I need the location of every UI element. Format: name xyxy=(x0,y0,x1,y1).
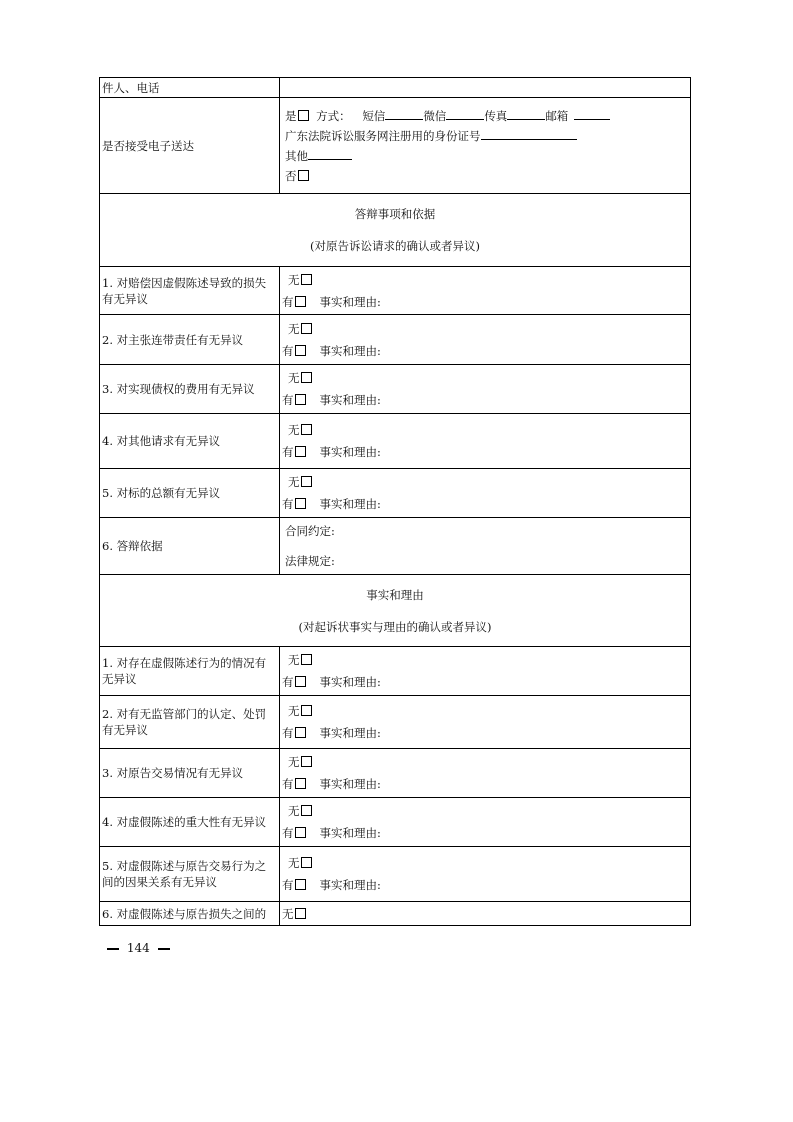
defense-item-options xyxy=(280,469,691,518)
no-checkbox[interactable] xyxy=(301,756,312,767)
fact-item-row xyxy=(100,798,691,847)
fact-items xyxy=(100,647,691,902)
other-label: 其他 xyxy=(285,148,308,163)
defense-form xyxy=(99,77,691,923)
other-field[interactable] xyxy=(308,148,352,160)
yes-label: 有 xyxy=(282,343,294,358)
no-option xyxy=(282,321,688,337)
reason-label[interactable]: 事实和理由: xyxy=(319,826,381,840)
email-label: 邮箱 xyxy=(545,108,569,123)
no-checkbox[interactable] xyxy=(301,424,312,435)
yes-checkbox[interactable] xyxy=(295,778,306,789)
no-option xyxy=(282,855,688,871)
contact-label: 件人、电话 xyxy=(100,78,280,98)
yes-option xyxy=(282,674,688,690)
yes-option xyxy=(282,392,688,408)
yes-option xyxy=(282,444,688,460)
e-service-no-label: 否 xyxy=(285,168,297,183)
reason-label[interactable]: 事实和理由: xyxy=(319,777,381,791)
yes-checkbox[interactable] xyxy=(295,498,306,509)
yes-checkbox[interactable] xyxy=(295,727,306,738)
fact-item-options xyxy=(280,847,691,902)
defense-item-options xyxy=(280,365,691,414)
yes-option xyxy=(282,725,688,741)
court-id-line xyxy=(285,128,688,144)
email-field[interactable] xyxy=(574,108,610,120)
fact-item-options xyxy=(280,696,691,749)
court-id-field[interactable] xyxy=(481,128,577,140)
no-label: 无 xyxy=(288,321,300,336)
yes-label: 有 xyxy=(282,878,294,892)
reason-label[interactable]: 事实和理由: xyxy=(319,393,381,407)
other-line xyxy=(285,148,688,164)
no-option xyxy=(282,803,688,819)
fax-field[interactable] xyxy=(507,108,545,120)
e-service-method-label: 方式： xyxy=(316,108,351,123)
last-item-no-label: 无 xyxy=(282,906,294,921)
fact-item-label: 2. 对有无监管部门的认定、处罚有无异议 xyxy=(100,696,280,749)
defense-item-options xyxy=(280,414,691,469)
no-option xyxy=(282,422,688,438)
section-facts-row xyxy=(100,575,691,647)
defense-item-label: 4. 对其他请求有无异议 xyxy=(100,414,280,469)
e-service-label: 是否接受电子送达 xyxy=(100,98,280,194)
defense-item-row xyxy=(100,469,691,518)
yes-checkbox[interactable] xyxy=(295,676,306,687)
yes-checkbox[interactable] xyxy=(295,879,306,890)
no-checkbox[interactable] xyxy=(301,323,312,334)
yes-checkbox[interactable] xyxy=(295,446,306,457)
no-option xyxy=(282,703,688,719)
page-number-footer xyxy=(107,941,170,955)
e-service-no-checkbox[interactable] xyxy=(298,170,309,181)
yes-label: 有 xyxy=(282,445,294,459)
reason-label[interactable]: 事实和理由: xyxy=(319,675,381,689)
fact-item-row xyxy=(100,696,691,749)
yes-label: 有 xyxy=(282,777,294,791)
yes-checkbox[interactable] xyxy=(295,394,306,405)
yes-label: 有 xyxy=(282,675,294,689)
fact-item-label: 5. 对虚假陈述与原告交易行为之间的因果关系有无异议 xyxy=(100,847,280,902)
defense-item-row xyxy=(100,267,691,315)
last-item-options xyxy=(280,902,691,926)
yes-label: 有 xyxy=(282,294,294,309)
no-checkbox[interactable] xyxy=(301,372,312,383)
no-option xyxy=(282,652,688,668)
yes-checkbox[interactable] xyxy=(295,827,306,838)
no-checkbox[interactable] xyxy=(301,805,312,816)
no-option xyxy=(282,474,688,490)
defense-item-row xyxy=(100,414,691,469)
no-checkbox[interactable] xyxy=(301,857,312,868)
section-defense-subtitle: (对原告诉讼请求的确认或者异议) xyxy=(310,239,480,253)
section-facts-title: 事实和理由 xyxy=(366,587,424,602)
no-checkbox[interactable] xyxy=(301,274,312,285)
yes-label: 有 xyxy=(282,497,294,511)
e-service-row xyxy=(100,98,691,194)
no-label: 无 xyxy=(288,475,300,489)
fact-item-label: 3. 对原告交易情况有无异议 xyxy=(100,749,280,798)
defense-item-label: 2. 对主张连带责任有无异议 xyxy=(100,315,280,365)
no-checkbox[interactable] xyxy=(301,705,312,716)
contact-row xyxy=(100,78,691,98)
last-item-label: 6. 对虚假陈述与原告损失之间的 xyxy=(100,902,280,926)
no-label: 无 xyxy=(288,371,300,385)
section-defense-title: 答辩事项和依据 xyxy=(354,207,436,221)
reason-label[interactable]: 事实和理由: xyxy=(319,294,381,309)
defense-basis-label: 6. 答辩依据 xyxy=(100,518,280,575)
e-service-options xyxy=(280,98,691,194)
yes-option xyxy=(282,825,688,841)
yes-option xyxy=(282,877,688,893)
no-option xyxy=(282,272,688,288)
yes-option xyxy=(282,343,688,359)
fax-label: 传真 xyxy=(484,108,508,123)
yes-label: 有 xyxy=(282,393,294,407)
defense-basis-row xyxy=(100,518,691,575)
fact-item-label: 4. 对虚假陈述的重大性有无异议 xyxy=(100,798,280,847)
defense-item-options xyxy=(280,315,691,365)
no-checkbox[interactable] xyxy=(301,654,312,665)
no-option xyxy=(282,370,688,386)
yes-label: 有 xyxy=(282,826,294,840)
contract-basis[interactable]: 合同约定: xyxy=(285,524,335,538)
fact-item-row xyxy=(100,647,691,696)
defense-basis-content xyxy=(280,518,691,575)
contact-value[interactable] xyxy=(280,78,691,98)
defense-item-row xyxy=(100,315,691,365)
no-label: 无 xyxy=(288,704,300,718)
defense-item-label: 5. 对标的总额有无异议 xyxy=(100,469,280,518)
defense-item-label: 1. 对赔偿因虚假陈述导致的损失有无异议 xyxy=(100,267,280,315)
last-item-row xyxy=(100,902,691,926)
fact-item-row xyxy=(100,847,691,902)
no-label: 无 xyxy=(288,804,300,818)
yes-checkbox[interactable] xyxy=(295,296,306,307)
e-service-yes-checkbox[interactable] xyxy=(298,110,309,121)
section-defense-row xyxy=(100,194,691,267)
reason-label[interactable]: 事实和理由: xyxy=(319,878,381,892)
fact-item-options xyxy=(280,749,691,798)
defense-items xyxy=(100,267,691,518)
fact-item-options xyxy=(280,798,691,847)
defense-form-table xyxy=(99,77,691,926)
yes-label: 有 xyxy=(282,726,294,740)
no-label: 无 xyxy=(288,856,300,870)
no-label: 无 xyxy=(288,423,300,437)
yes-option xyxy=(282,496,688,512)
dash-right-icon xyxy=(158,948,170,950)
fact-item-row xyxy=(100,749,691,798)
page-number: 144 xyxy=(126,941,150,955)
no-label: 无 xyxy=(288,272,300,287)
yes-option xyxy=(282,294,688,310)
sms-field[interactable] xyxy=(385,108,423,120)
e-service-yes-line xyxy=(285,108,688,124)
sms-label: 短信 xyxy=(362,108,386,123)
e-service-yes-label: 是 xyxy=(285,108,297,123)
reason-label[interactable]: 事实和理由: xyxy=(319,497,381,511)
section-facts-subtitle: (对起诉状事实与理由的确认或者异议) xyxy=(298,619,492,634)
reason-label[interactable]: 事实和理由: xyxy=(319,445,381,459)
last-item-no-checkbox[interactable] xyxy=(295,908,306,919)
section-facts-header xyxy=(100,575,691,647)
e-service-no-line xyxy=(285,168,688,184)
fact-item-options xyxy=(280,647,691,696)
defense-item-row xyxy=(100,365,691,414)
section-defense-header xyxy=(100,194,691,267)
dash-left-icon xyxy=(107,948,119,950)
no-checkbox[interactable] xyxy=(301,476,312,487)
yes-option xyxy=(282,776,688,792)
wechat-field[interactable] xyxy=(446,108,484,120)
court-id-label: 广东法院诉讼服务网注册用的身份证号 xyxy=(285,128,481,143)
fact-item-label: 1. 对存在虚假陈述行为的情况有无异议 xyxy=(100,647,280,696)
reason-label[interactable]: 事实和理由: xyxy=(319,343,381,358)
no-option xyxy=(282,754,688,770)
defense-item-options xyxy=(280,267,691,315)
law-basis[interactable]: 法律规定: xyxy=(285,554,335,568)
no-label: 无 xyxy=(288,755,300,769)
wechat-label: 微信 xyxy=(423,108,447,123)
defense-item-label: 3. 对实现债权的费用有无异议 xyxy=(100,365,280,414)
reason-label[interactable]: 事实和理由: xyxy=(319,726,381,740)
yes-checkbox[interactable] xyxy=(295,345,306,356)
no-label: 无 xyxy=(288,653,300,667)
